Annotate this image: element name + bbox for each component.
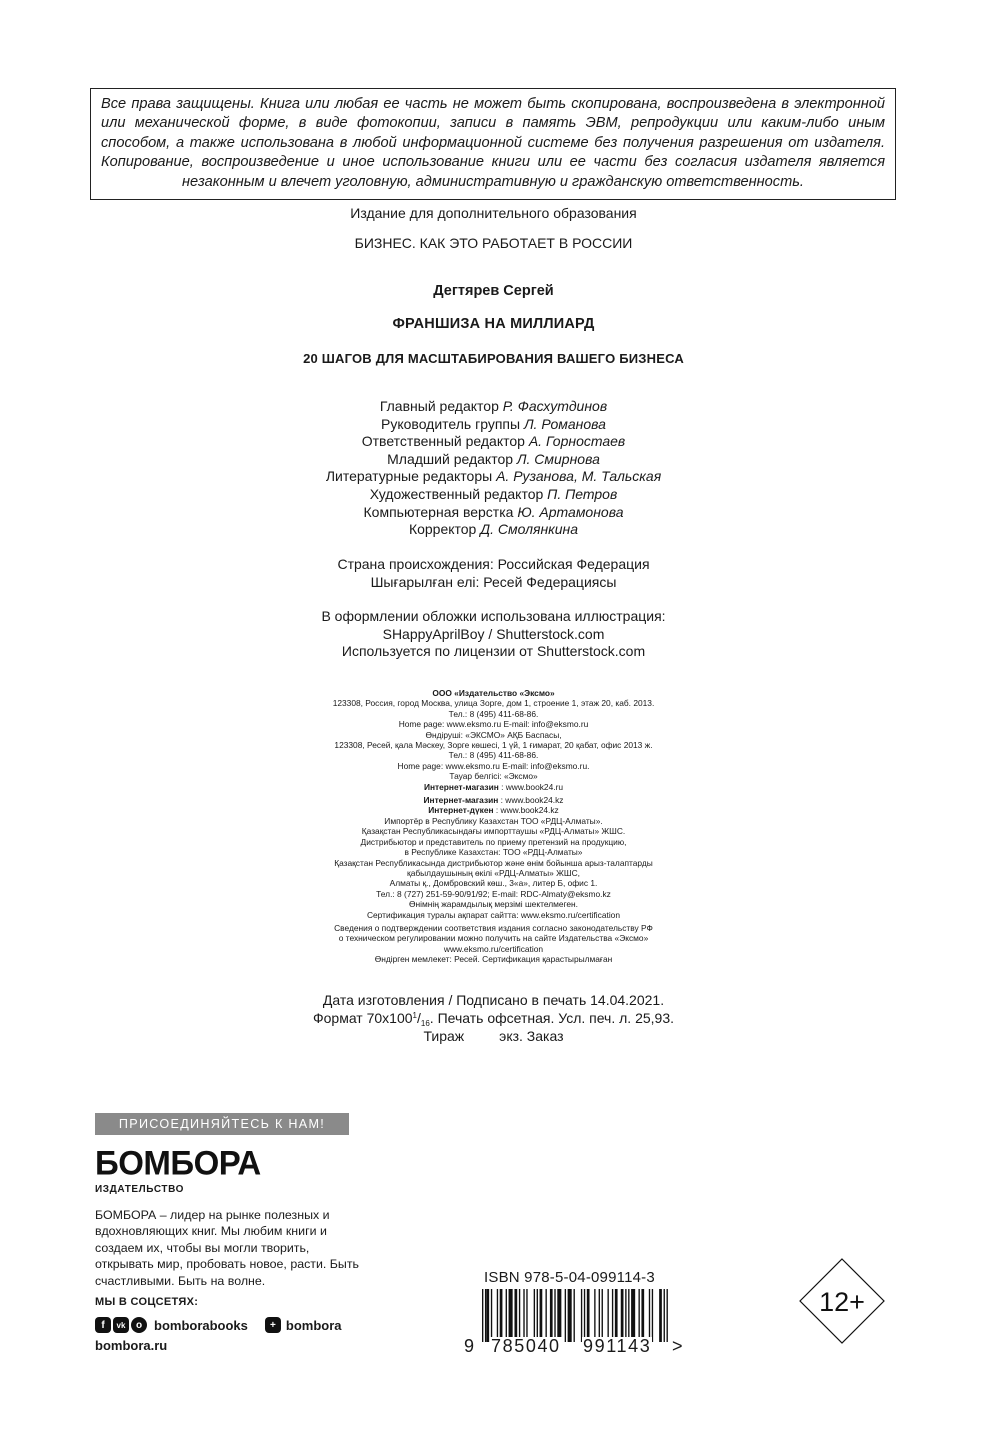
credit-line <box>0 521 987 539</box>
website-link[interactable]: bombora.ru <box>95 1338 168 1353</box>
barcode-bar <box>612 1289 613 1342</box>
format-prefix: Формат 70x100 <box>312 1009 413 1026</box>
imprint-line: Сертификация туралы ақпарат сайтта: www.eksmo.ru/certification <box>366 909 621 920</box>
cover-note-line: Используется по лицензии от Shutterstock.com <box>341 643 646 660</box>
barcode-arrow: > <box>672 1336 683 1356</box>
barcode-bar <box>485 1289 486 1342</box>
barcode-bar <box>537 1289 538 1342</box>
imprint-shop-url: : www.book24.kz <box>498 795 564 806</box>
barcode-bar <box>621 1289 624 1342</box>
imprint-shop-ru <box>0 782 987 792</box>
imprint-shop-label: Интернет-дүкен <box>428 805 494 816</box>
imprint-line: www.eksmo.ru/certification <box>443 943 544 954</box>
print-format <box>0 1010 987 1028</box>
barcode-bar <box>574 1289 575 1342</box>
origin-kz: Шығарылған елі: Ресей Федерациясы <box>370 573 617 590</box>
credit-role: Младший редактор <box>387 450 514 467</box>
credit-person: Л. Романова <box>523 415 606 432</box>
barcode-bar <box>557 1289 561 1342</box>
barcode-bar <box>631 1289 635 1342</box>
credit-role: Художественный редактор <box>369 485 544 502</box>
imprint-shop-kz <box>0 795 987 805</box>
imprint-shop-label: Интернет-магазин <box>423 781 499 792</box>
format-slash: / <box>417 1009 421 1026</box>
imprint-shop-label: Интернет-магазин <box>423 795 499 806</box>
credit-line <box>0 468 987 486</box>
barcode-bar <box>491 1289 492 1342</box>
format-sup: 1 <box>412 1010 417 1020</box>
credit-role: Руководитель группы <box>381 415 521 432</box>
barcode-bar <box>514 1289 517 1342</box>
imprint-line: Тел.: 8 (727) 251-59-90/91/92; E-mail: RDC-Almaty@eksmo.kz <box>376 888 611 899</box>
format-suffix: . Печать офсетная. Усл. печ. л. 25,93. <box>429 1009 674 1026</box>
age-rating-badge <box>799 1258 885 1344</box>
barcode-bar <box>638 1289 639 1342</box>
barcode-bar <box>568 1289 572 1342</box>
country-of-origin <box>0 556 987 591</box>
imprint-line: Өндірген мемлекет: Ресей. Сертификация қарастырылмаған <box>374 954 613 965</box>
credit-person: Р. Фасхутдинов <box>502 398 608 414</box>
imprint-line: қабылдаушының өкілі «РДЦ-Алматы» ЖШС, <box>407 867 580 878</box>
barcode-bar <box>500 1289 503 1342</box>
barcode-bar <box>482 1289 483 1342</box>
imprint-shop-url: : www.book24.kz <box>493 805 559 816</box>
print-run: Тираж экз. Заказ <box>423 1027 564 1044</box>
credit-person: Л. Смирнова <box>516 450 600 467</box>
tiktok-icon[interactable]: + <box>265 1317 281 1333</box>
barcode-bar <box>659 1289 662 1342</box>
barcode-left-digits: 785040 <box>491 1336 561 1356</box>
imprint-line: Қазақстан Республикасында дистрибьютор және өнім бойынша арыз-талаптарды <box>334 857 653 868</box>
barcode-right-digits: 991143 <box>583 1336 652 1356</box>
credit-line <box>0 433 987 451</box>
credit-person: Д. Смолянкина <box>480 521 579 538</box>
barcode-bar <box>664 1289 665 1342</box>
imprint-line: в Республике Казахстан: ТОО «РДЦ-Алматы» <box>404 847 583 858</box>
format-sub: 16 <box>420 1018 430 1028</box>
print-date: Дата изготовления / Подписано в печать 14.04.2021. <box>322 992 665 1008</box>
credit-person: Ю. Артамонова <box>517 503 624 520</box>
barcode-bar <box>523 1289 524 1342</box>
barcode-first-digit: 9 <box>464 1336 475 1356</box>
barcode-bar <box>649 1289 650 1342</box>
instagram-icon[interactable]: o <box>131 1317 147 1333</box>
barcode-bar <box>652 1289 653 1342</box>
imprint-line: 123308, Ресей, қала Мәскеу, Зорге көшесі, 1 үй, 1 ғимарат, 20 қабат, офис 2013 ж. <box>334 740 653 751</box>
facebook-icon[interactable]: f <box>95 1317 111 1333</box>
barcode-bar <box>581 1289 582 1342</box>
barcode-bar <box>625 1289 626 1342</box>
imprint-line: Home page: www.eksmo.ru E-mail: info@eksmo.ru <box>398 719 589 730</box>
barcode-bar <box>519 1289 520 1342</box>
imprint-line: Сведения о подтверждении соответствия издания согласно законодательству РФ <box>334 922 653 933</box>
series-name: БИЗНЕС. КАК ЭТО РАБОТАЕТ В РОССИИ <box>354 235 633 251</box>
imprint-line: Тел.: 8 (495) 411-68-86. <box>448 750 539 761</box>
imprint-line: о техническом регулировании можно получить на сайте Издательства «Эксмо» <box>338 933 649 944</box>
join-us-banner: ПРИСОЕДИНЯЙТЕСЬ К НАМ! <box>95 1113 349 1135</box>
age-rating-text: 12+ <box>819 1287 865 1317</box>
barcode-bar <box>594 1289 595 1342</box>
cover-note-line: В оформлении обложки использована иллюстрация: <box>321 608 666 624</box>
origin-ru: Страна происхождения: Российская Федерация <box>337 556 650 572</box>
isbn-number: ISBN 978-5-04-099114-3 <box>484 1269 655 1286</box>
imprint-line: Тел.: 8 (495) 411-68-86. <box>448 708 539 719</box>
barcode-bar <box>599 1289 600 1342</box>
barcode-bar <box>615 1289 618 1342</box>
imprint-shop-url: : www.book24.ru <box>498 781 564 792</box>
credit-person: П. Петров <box>547 485 618 502</box>
book-title: ФРАНШИЗА НА МИЛЛИАРД <box>392 316 595 332</box>
social-heading: МЫ В СОЦСЕТЯХ: <box>95 1296 199 1308</box>
imprint-line: 123308, Россия, город Москва, улица Зорге, дом 1, строение 1, этаж 20, каб. 2013. <box>332 698 655 709</box>
bombora-logo: БОМБОРА <box>95 1142 261 1182</box>
barcode <box>482 1289 668 1342</box>
imprint-line: Өндіруші: «ЭКСМО» АҚБ Баспасы, <box>425 729 562 740</box>
barcode-bar <box>667 1289 668 1342</box>
barcode-bar <box>545 1289 546 1342</box>
print-info <box>0 992 987 1045</box>
credit-role: Литературные редакторы <box>325 468 493 485</box>
barcode-bar <box>607 1289 608 1342</box>
imprint-shop-kz2 <box>0 805 987 815</box>
barcode-bar <box>526 1289 527 1342</box>
barcode-bar <box>641 1289 644 1342</box>
copyright-notice: Все права защищены. Книга или любая ее часть не может быть скопирована, воспроизведена в электронной или механической форме, в виде фотокопии, записи в память ЭВМ, репродукции или каким-либо иным способом, а также использована в любой информационной системе без получения разрешения от издателя. Копирование, воспроизведение и иное использование книги или ее части без согласия издателя является незаконным и влечет уголовную, административную и гражданскую ответственность. <box>90 88 896 200</box>
credit-role: Корректор <box>408 521 477 538</box>
imprint-publisher: ООО «Издательство «Эксмо» <box>432 688 555 698</box>
logo-subtitle: ИЗДАТЕЛЬСТВО <box>95 1184 185 1195</box>
credit-line <box>0 398 987 416</box>
book-subtitle: 20 ШАГОВ ДЛЯ МАСШТАБИРОВАНИЯ ВАШЕГО БИЗНЕСА <box>303 351 684 366</box>
credit-person: А. Горностаев <box>528 433 626 450</box>
barcode-bar <box>587 1289 590 1342</box>
barcode-bar <box>497 1289 498 1342</box>
imprint-line: Дистрибьютор и представитель по приему претензий на продукцию, <box>360 836 627 847</box>
imprint-line: Импортёр в Республику Казахстан ТОО «РДЦ-Алматы». <box>384 815 603 826</box>
imprint-line: Өнімнің жарамдылық мерзімі шектелмеген. <box>409 899 578 910</box>
barcode-bar <box>506 1289 507 1342</box>
imprint-line: Қазақстан Республикасындағы импорттаушы «РДЦ-Алматы» ЖШС. <box>361 826 626 837</box>
credit-role: Главный редактор <box>379 398 499 414</box>
credit-line <box>0 504 987 522</box>
barcode-bar <box>602 1289 603 1342</box>
imprint-line: Тауар белгісі: «Эксмо» <box>449 771 538 782</box>
imprint-line: Алматы қ., Домбровский көш., 3«а», литер Б, офис 1. <box>389 878 598 889</box>
author-name: Дегтярев Сергей <box>433 283 554 299</box>
barcode-bar <box>550 1289 553 1342</box>
credit-line <box>0 451 987 469</box>
cover-note-line: SHappyAprilBoy / Shutterstock.com <box>382 625 605 642</box>
credits-list <box>0 398 987 539</box>
barcode-bar <box>509 1289 513 1342</box>
credit-role: Ответственный редактор <box>361 433 525 450</box>
barcode-bar <box>534 1289 535 1342</box>
edition-type: Издание для дополнительного образования <box>350 205 637 221</box>
barcode-bar <box>554 1289 555 1342</box>
social-handle-bombora[interactable]: bombora <box>285 1317 342 1333</box>
credit-line <box>0 416 987 434</box>
barcode-bar <box>486 1289 489 1342</box>
credit-person: А. Рузанова, М. Тальская <box>496 468 662 485</box>
social-links <box>95 1316 342 1334</box>
publisher-about: БОМБОРА – лидер на рынке полезных и вдохновляющих книг. Мы любим книги и создаем их, чтобы вы могли творить, открывать мир, пробовать новое, расти. Быть счастливыми. Быть на волне. <box>95 1208 359 1288</box>
credit-line <box>0 486 987 504</box>
credit-role: Компьютерная верстка <box>363 503 514 520</box>
vk-icon[interactable]: vk <box>113 1317 129 1333</box>
barcode-digits <box>463 1337 693 1355</box>
imprint-line: Home page: www.eksmo.ru E-mail: info@eksmo.ru. <box>397 760 590 771</box>
cover-illustration-note <box>0 608 987 661</box>
publisher-imprint <box>0 688 987 965</box>
social-handle-bomborabooks[interactable]: bomborabooks <box>154 1317 248 1333</box>
barcode-bar <box>565 1289 566 1342</box>
barcode-bar <box>540 1289 543 1342</box>
barcode-bar <box>584 1289 585 1342</box>
barcode-bar <box>628 1289 629 1342</box>
